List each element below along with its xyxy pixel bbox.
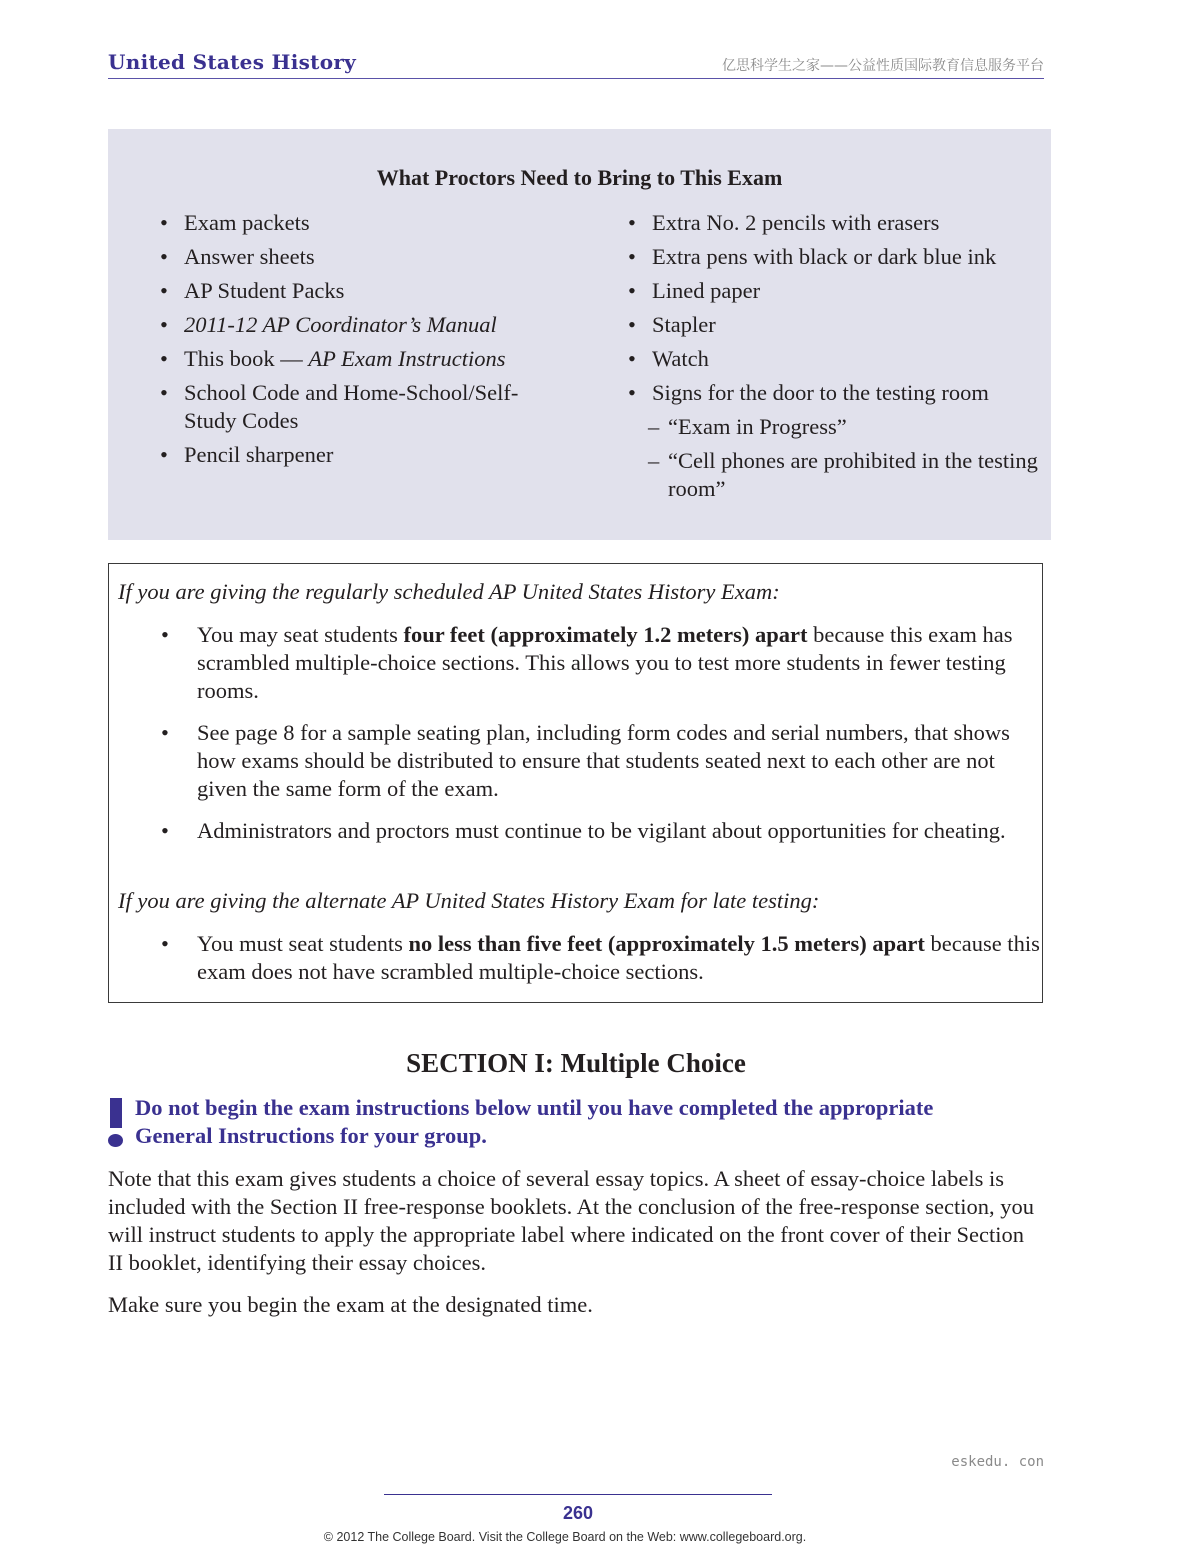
supplies-left-column — [160, 209, 550, 475]
list-item: • You must seat students no less than five feet (approximately 1.5 meters) apart because this exam does not have scrambled multiple-choice sections. — [161, 931, 1040, 984]
list-item: • Stapler — [628, 312, 716, 337]
proctors-supplies-box — [108, 129, 1051, 540]
bullet-icon: • — [161, 931, 169, 956]
bullet-icon: • — [628, 210, 636, 235]
list-item: • See page 8 for a sample seating plan, including form codes and serial numbers, that shows how exams should be distributed to ensure that students seated next to each other are not given the same form of the exam. — [161, 720, 1010, 801]
regular-exam-intro: If you are giving the regularly scheduled AP United States History Exam: — [118, 579, 780, 604]
list-item: • AP Student Packs — [160, 278, 345, 303]
list-item: • This book — AP Exam Instructions — [160, 346, 506, 371]
bullet-icon: • — [628, 346, 636, 371]
bullet-icon: • — [160, 312, 168, 337]
bullet-icon: • — [160, 442, 168, 467]
list-item: • Watch — [628, 346, 709, 371]
list-item: • Answer sheets — [160, 244, 315, 269]
section-title: SECTION I: Multiple Choice — [406, 1048, 746, 1078]
bullet-icon: • — [160, 210, 168, 235]
bullet-icon: • — [160, 244, 168, 269]
dash-icon: – — [648, 414, 660, 439]
supplies-box-title: What Proctors Need to Bring to This Exam — [376, 165, 783, 190]
bullet-icon: • — [161, 622, 169, 647]
seating-instructions-box — [108, 563, 1043, 1003]
list-item: • Lined paper — [628, 278, 761, 303]
header-rule — [108, 78, 1044, 79]
alternate-exam-intro: If you are giving the alternate AP United States History Exam for late testing: — [118, 888, 820, 913]
bullet-icon: • — [161, 818, 169, 843]
dash-icon: – — [648, 448, 660, 473]
supplies-right-column — [628, 209, 1038, 509]
bullet-icon: • — [160, 346, 168, 371]
footer-watermark: eskedu. con — [951, 1454, 1044, 1470]
alert-text: Do not begin the exam instructions below until you have completed the appropriate General Instructions for your group. — [135, 1095, 934, 1148]
begin-time-paragraph: Make sure you begin the exam at the designated time. — [108, 1292, 593, 1317]
sub-list-item: – “Cell phones are prohibited in the testing room” — [648, 448, 1038, 501]
list-item: • School Code and Home-School/Self-Study Codes — [160, 380, 519, 433]
bullet-icon: • — [628, 278, 636, 303]
page-number: 260 — [562, 1503, 594, 1523]
exclamation-icon — [108, 1098, 124, 1148]
list-item: • Exam packets — [160, 210, 310, 235]
running-header-title: United States History — [108, 50, 357, 74]
list-item: • Extra pens with black or dark blue ink — [628, 244, 997, 269]
list-item: • Administrators and proctors must continue to be vigilant about opportunities for cheating. — [161, 818, 1006, 843]
bullet-icon: • — [160, 380, 168, 405]
copyright-line: © 2012 The College Board. Visit the College Board on the Web: www.collegeboard.org. — [323, 1530, 807, 1544]
bullet-icon: • — [628, 312, 636, 337]
list-item: • You may seat students four feet (approximately 1.2 meters) apart because this exam has scrambled multiple-choice sections. This allows you to test more students in fewer testing rooms. — [161, 622, 1013, 703]
bullet-icon: • — [160, 278, 168, 303]
list-item: • 2011-12 AP Coordinator’s Manual — [160, 312, 497, 337]
bullet-icon: • — [628, 244, 636, 269]
header-watermark-text: 亿思科学生之家——公益性质国际教育信息服务平台 — [722, 58, 1044, 74]
footer-rule — [384, 1494, 772, 1495]
sub-list-item: – “Exam in Progress” — [648, 414, 847, 439]
bullet-icon: • — [628, 380, 636, 405]
list-item: • Pencil sharpener — [160, 442, 334, 467]
list-item: • Extra No. 2 pencils with erasers — [628, 210, 940, 235]
essay-labels-paragraph: Note that this exam gives students a choice of several essay topics. A sheet of essay-choice labels is included with the Section II free-response booklets. At the conclusion of the free-response section, you will instruct students to apply the appropriate label where indicated on the front cover of their Section II booklet, identifying their essay choices. — [108, 1166, 1034, 1275]
bullet-icon: • — [161, 720, 169, 745]
list-item: • Signs for the door to the testing room — [628, 380, 989, 405]
